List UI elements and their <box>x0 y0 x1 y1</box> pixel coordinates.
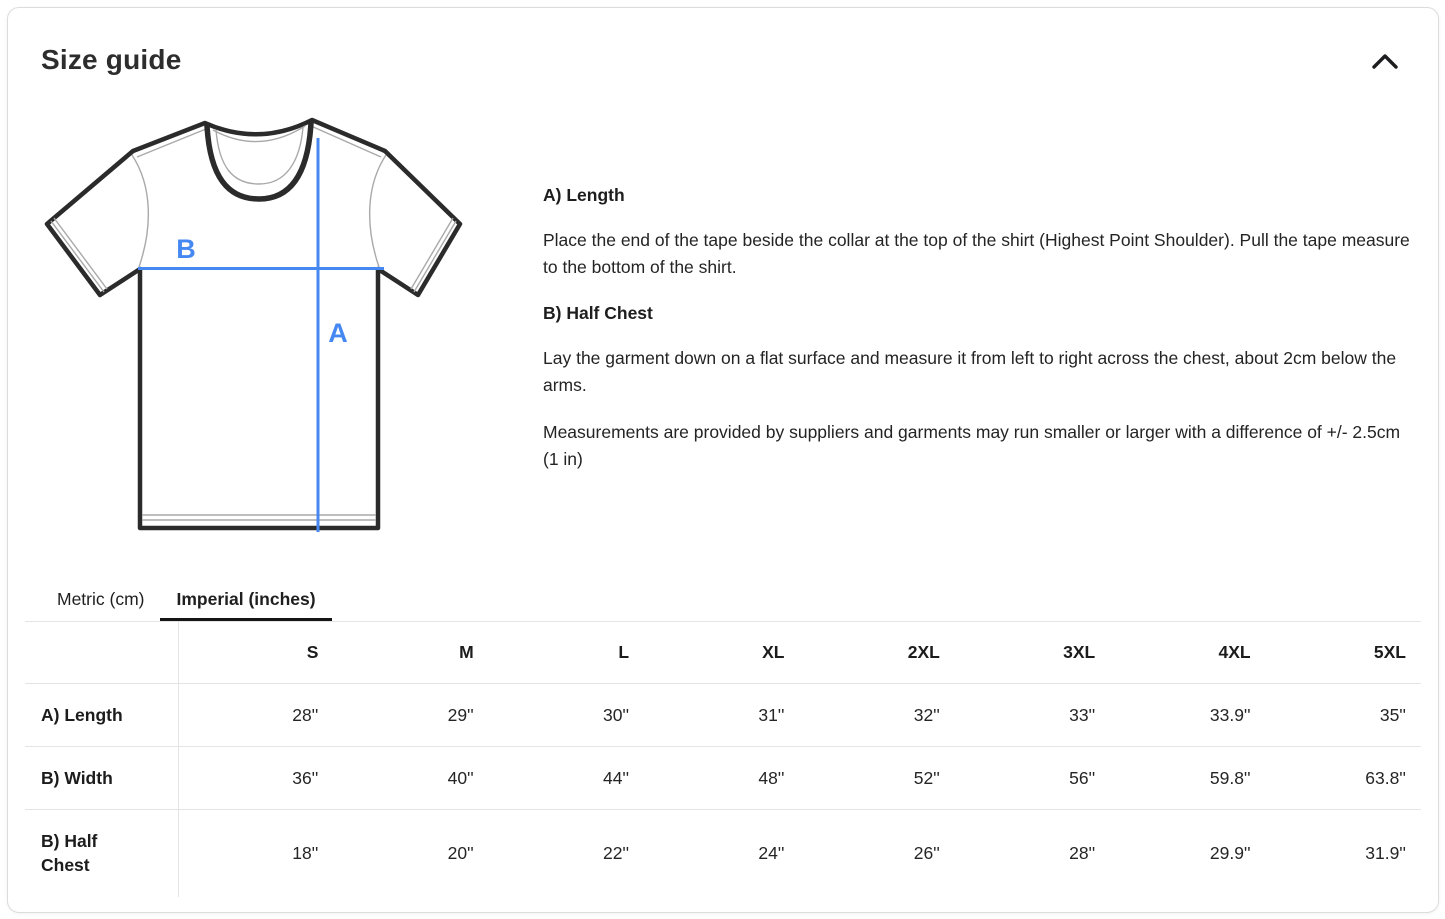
table-cell: 40'' <box>333 747 488 810</box>
table-cell: 48'' <box>644 747 799 810</box>
table-cell: 22'' <box>602 842 630 863</box>
table-cell: 59.8'' <box>1110 747 1265 810</box>
row-label: B) Half Chest <box>25 810 178 897</box>
table-cell: 44'' <box>489 747 644 810</box>
instruction-text-length: Place the end of the tape beside the collar at the top of the shirt (Highest Point Shoulder). Pull the tape measure to the bottom of the shirt. <box>543 230 1410 278</box>
table-cell: 33.9'' <box>1110 684 1265 747</box>
column-header-3xl: 3XL <box>955 622 1110 684</box>
column-header-4xl: 4XL <box>1110 622 1265 684</box>
table-cell: 33'' <box>955 684 1110 747</box>
table-cell: 35'' <box>1266 684 1421 747</box>
tshirt-diagram <box>40 117 482 535</box>
table-row-half-chest <box>25 810 1421 897</box>
instruction-heading-half-chest: B) Half Chest <box>543 302 653 323</box>
table-cell: 56'' <box>955 747 1110 810</box>
tab-metric[interactable]: Metric (cm) <box>57 589 145 609</box>
instruction-heading-length: A) Length <box>543 185 625 205</box>
row-label: A) Length <box>25 684 178 747</box>
instruction-text-half-chest: Lay the garment down on a flat surface and measure it from left to right across the chest, about 2cm below the arms. <box>543 347 1397 395</box>
table-row-width <box>25 747 1421 810</box>
chevron-up-icon <box>1370 52 1400 74</box>
table-cell: 31.9'' <box>1365 842 1406 863</box>
table-cell: 28'' <box>1069 842 1096 863</box>
table-cell: 30'' <box>489 684 644 747</box>
table-cell: 63.8'' <box>1266 747 1421 810</box>
column-header-l: L <box>489 622 644 684</box>
table-cell: 36'' <box>178 747 333 810</box>
column-header-s: S <box>178 622 333 684</box>
table-cell: 18'' <box>292 842 319 863</box>
table-row-length <box>25 684 1421 747</box>
size-guide-card <box>7 7 1439 913</box>
instruction-text-disclaimer: Measurements are provided by suppliers and garments may run smaller or larger with a difference of +/- 2.5cm (1 in) <box>543 422 1401 470</box>
measurement-instructions <box>543 184 1418 494</box>
table-cell: 28'' <box>178 684 333 747</box>
table-cell: 26'' <box>913 842 940 863</box>
measurement-label-a: A <box>328 318 348 348</box>
table-cell: 29'' <box>333 684 488 747</box>
page-title: Size guide <box>41 44 182 75</box>
tab-imperial[interactable]: Imperial (inches) <box>160 580 331 621</box>
column-header-xl: XL <box>644 622 799 684</box>
table-cell: 29.9'' <box>1209 842 1251 863</box>
table-cell: 20'' <box>447 842 474 863</box>
measurement-label-b: B <box>176 234 196 264</box>
table-cell: 52'' <box>800 747 955 810</box>
corner-cell <box>25 622 178 684</box>
row-label: B) Width <box>25 747 178 810</box>
tshirt-outline <box>47 120 460 528</box>
size-table-header-row <box>25 622 1421 684</box>
size-table <box>25 621 1421 897</box>
table-cell: 31'' <box>644 684 799 747</box>
collapse-button[interactable] <box>1370 52 1400 74</box>
column-header-2xl: 2XL <box>800 622 955 684</box>
column-header-5xl: 5XL <box>1266 622 1421 684</box>
column-header-m: M <box>333 622 488 684</box>
table-cell: 24'' <box>758 842 785 863</box>
table-cell: 32'' <box>800 684 955 747</box>
unit-tabs <box>41 580 332 621</box>
